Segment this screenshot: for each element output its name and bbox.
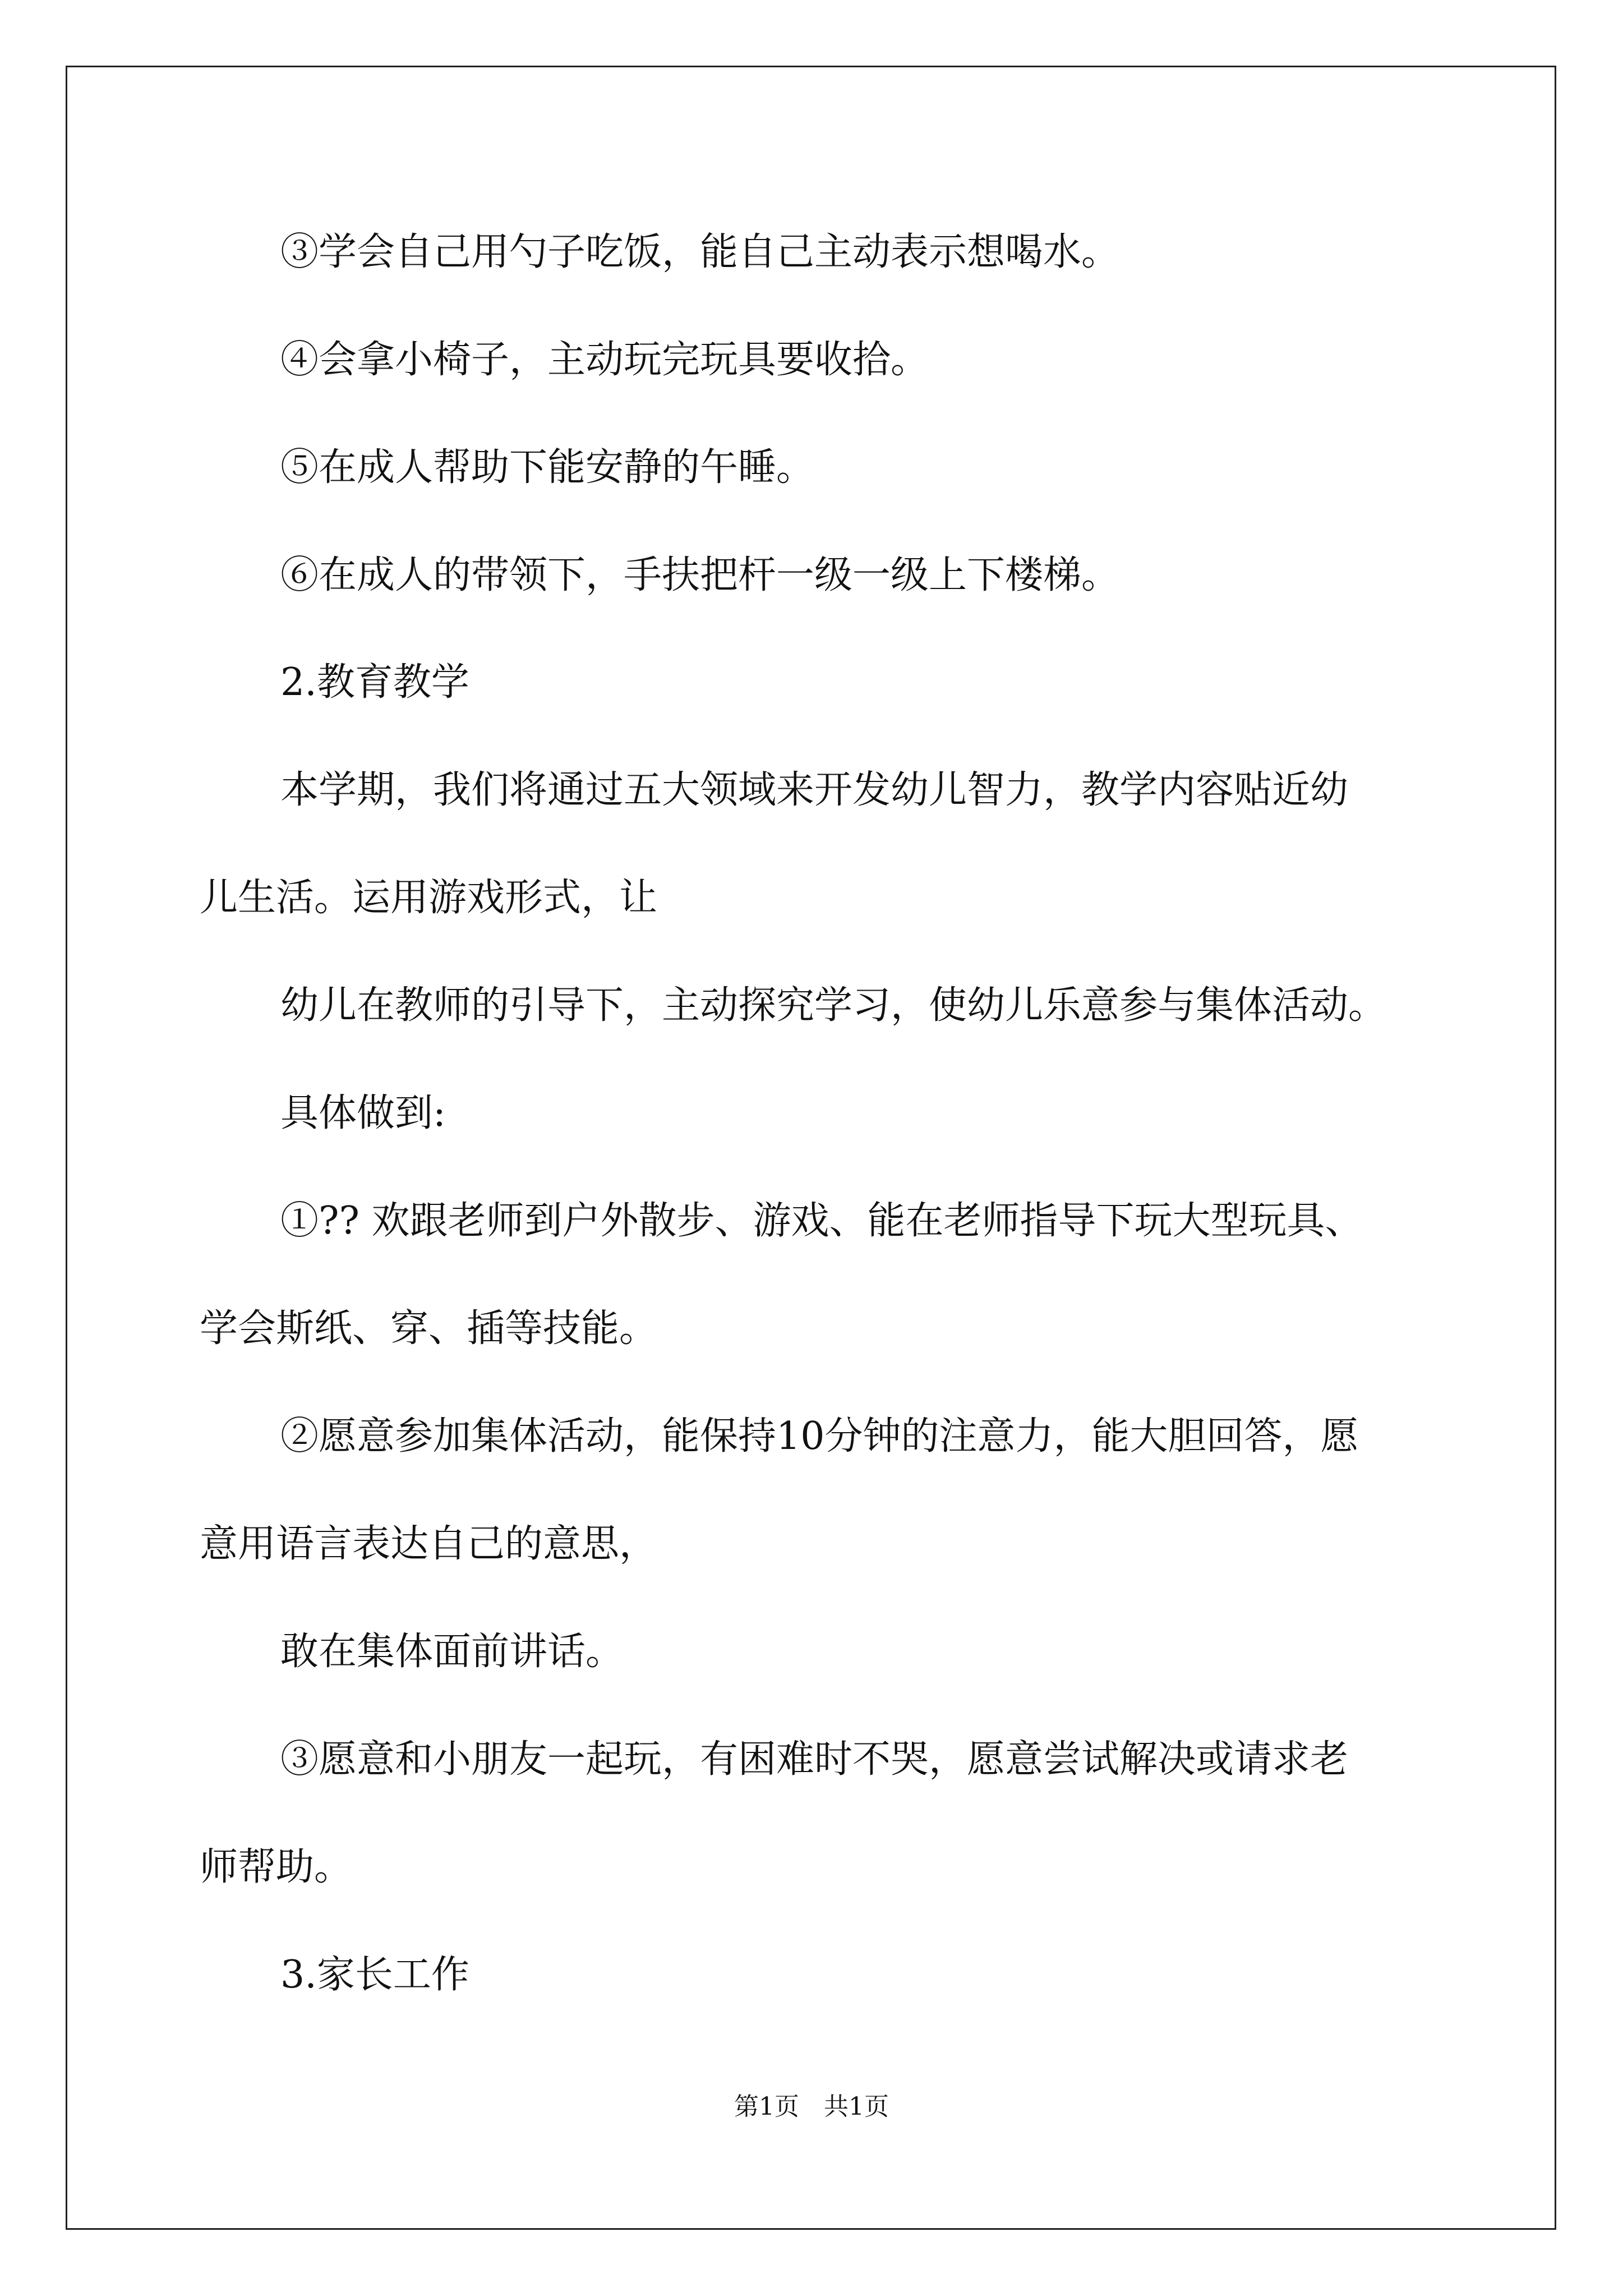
section-heading: 2.教育教学: [280, 660, 469, 705]
paragraph-line: ⑤在成人帮助下能安静的午睡。: [280, 445, 815, 490]
paragraph-line: 幼儿在教师的引导下，主动探究学习，使幼儿乐意参与集体活动。: [280, 983, 1387, 1028]
paragraph-line: ①?? 欢跟老师到户外散步、游戏、能在老师指导下玩大型玩具、: [280, 1199, 1363, 1243]
paragraph-line: ③学会自己用勺子吃饭，能自己主动表示想喝水。: [280, 230, 1120, 274]
paragraph-line: 本学期，我们将通过五大领域来开发幼儿智力，教学内容贴近幼: [280, 768, 1349, 812]
paragraph-line: 敢在集体面前讲话。: [280, 1630, 624, 1674]
page-border: [66, 66, 1556, 2230]
paragraph-line: ④会拿小椅子，主动玩完玩具要收拾。: [280, 338, 929, 382]
section-heading: 3.家长工作: [280, 1953, 469, 1997]
paragraph-line: ③愿意和小朋友一起玩，有困难时不哭，愿意尝试解决或请求老: [280, 1737, 1349, 1782]
paragraph-line: 学会斯纸、穿、插等技能。: [200, 1306, 658, 1351]
paragraph-line: 儿生活。运用游戏形式，让: [200, 876, 658, 920]
paragraph-line: 师帮助。: [200, 1845, 353, 1889]
paragraph-line: 意用语言表达自己的意思，: [200, 1522, 658, 1566]
paragraph-line: ⑥在成人的带领下，手扶把杆一级一级上下楼梯。: [280, 553, 1120, 597]
paragraph-line: 具体做到:: [280, 1091, 446, 1135]
paragraph-line: ②愿意参加集体活动，能保持10分钟的注意力，能大胆回答，愿: [280, 1414, 1359, 1458]
page-number-footer: 第1页 共1页: [734, 2092, 889, 2121]
